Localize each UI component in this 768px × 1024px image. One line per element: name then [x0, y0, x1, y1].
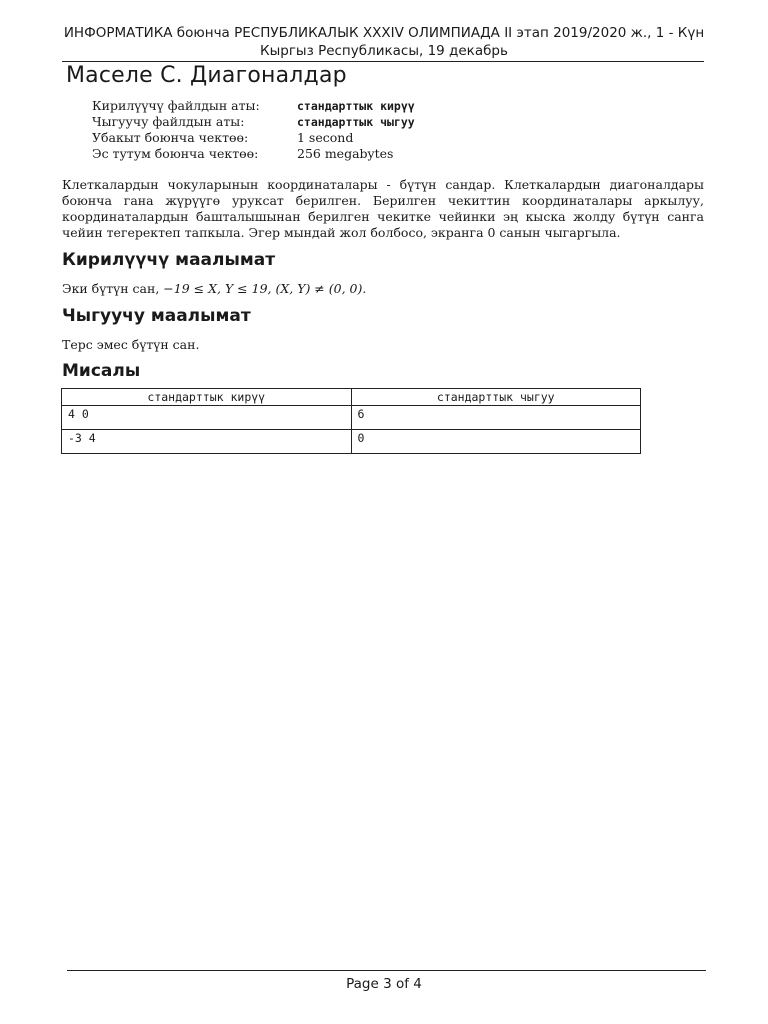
meta-label: Чыгуучу файлдын аты:: [92, 114, 245, 129]
column-header-input: стандарттык кирүү: [62, 389, 352, 406]
meta-row-time-limit: [92, 130, 415, 146]
meta-label: Эс тутум боюнча чектөө:: [92, 146, 259, 161]
header-contest-title: ИНФОРМАТИКА боюнча РЕСПУБЛИКАЛЫК XXXIV ОЛИМПИАДА II этап 2019/2020 ж., 1 - Күн: [63, 25, 705, 41]
output-section-heading: Чыгуучу маалымат: [62, 306, 251, 326]
meta-value: стандарттык кирүү: [297, 99, 415, 113]
input-description-text: Эки бүтүн сан,: [62, 281, 160, 296]
problem-meta-table: [92, 98, 415, 162]
header-divider: [62, 61, 704, 62]
examples-header-row: [62, 389, 641, 406]
input-section-heading: Кирилүүчү маалымат: [62, 250, 276, 270]
input-constraints-math: −19 ≤ X, Y ≤ 19, (X, Y) ≠ (0, 0).: [163, 281, 367, 296]
table-row: [62, 406, 641, 430]
examples-section-heading: Мисалы: [62, 361, 141, 381]
header-location-date: Кыргыз Республикасы, 19 декабрь: [260, 43, 508, 59]
input-description: [62, 281, 366, 296]
meta-label: Убакыт боюнча чектөө:: [92, 130, 249, 145]
meta-value: стандарттык чыгуу: [297, 115, 415, 129]
problem-title: Маселе C. Диагоналдар: [66, 63, 347, 88]
output-description: Терс эмес бүтүн сан.: [62, 337, 200, 352]
examples-table: [61, 388, 641, 454]
meta-value: 1 second: [297, 130, 354, 145]
meta-row-input-file: [92, 98, 415, 114]
problem-statement: Клеткалардын чокуларынын координаталары - бүтүн сандар. Клеткалардын диагоналдары боюнча гана жүрүүгө уруксат берилген. Берилген чекиттин координаталары аркылуу, координаталардын башталышынан берилген чекитке чейинки эң кыска жолду бүтүн санга чейин тегеректеп тапкыла. Эгер мындай жол болбосо, экранга 0 санын чыгаргыла.: [62, 177, 704, 240]
meta-row-output-file: [92, 114, 415, 130]
footer-divider: [67, 970, 706, 971]
example-input-cell: 4 0: [62, 406, 352, 430]
example-output-cell: 6: [351, 406, 641, 430]
meta-value: 256 megabytes: [297, 146, 394, 161]
table-row: [62, 430, 641, 454]
meta-label: Кирилүүчү файлдын аты:: [92, 98, 260, 113]
example-output-cell: 0: [351, 430, 641, 454]
page-number: Page 3 of 4: [346, 976, 422, 992]
meta-row-memory-limit: [92, 146, 415, 162]
example-input-cell: -3 4: [62, 430, 352, 454]
column-header-output: стандарттык чыгуу: [351, 389, 641, 406]
